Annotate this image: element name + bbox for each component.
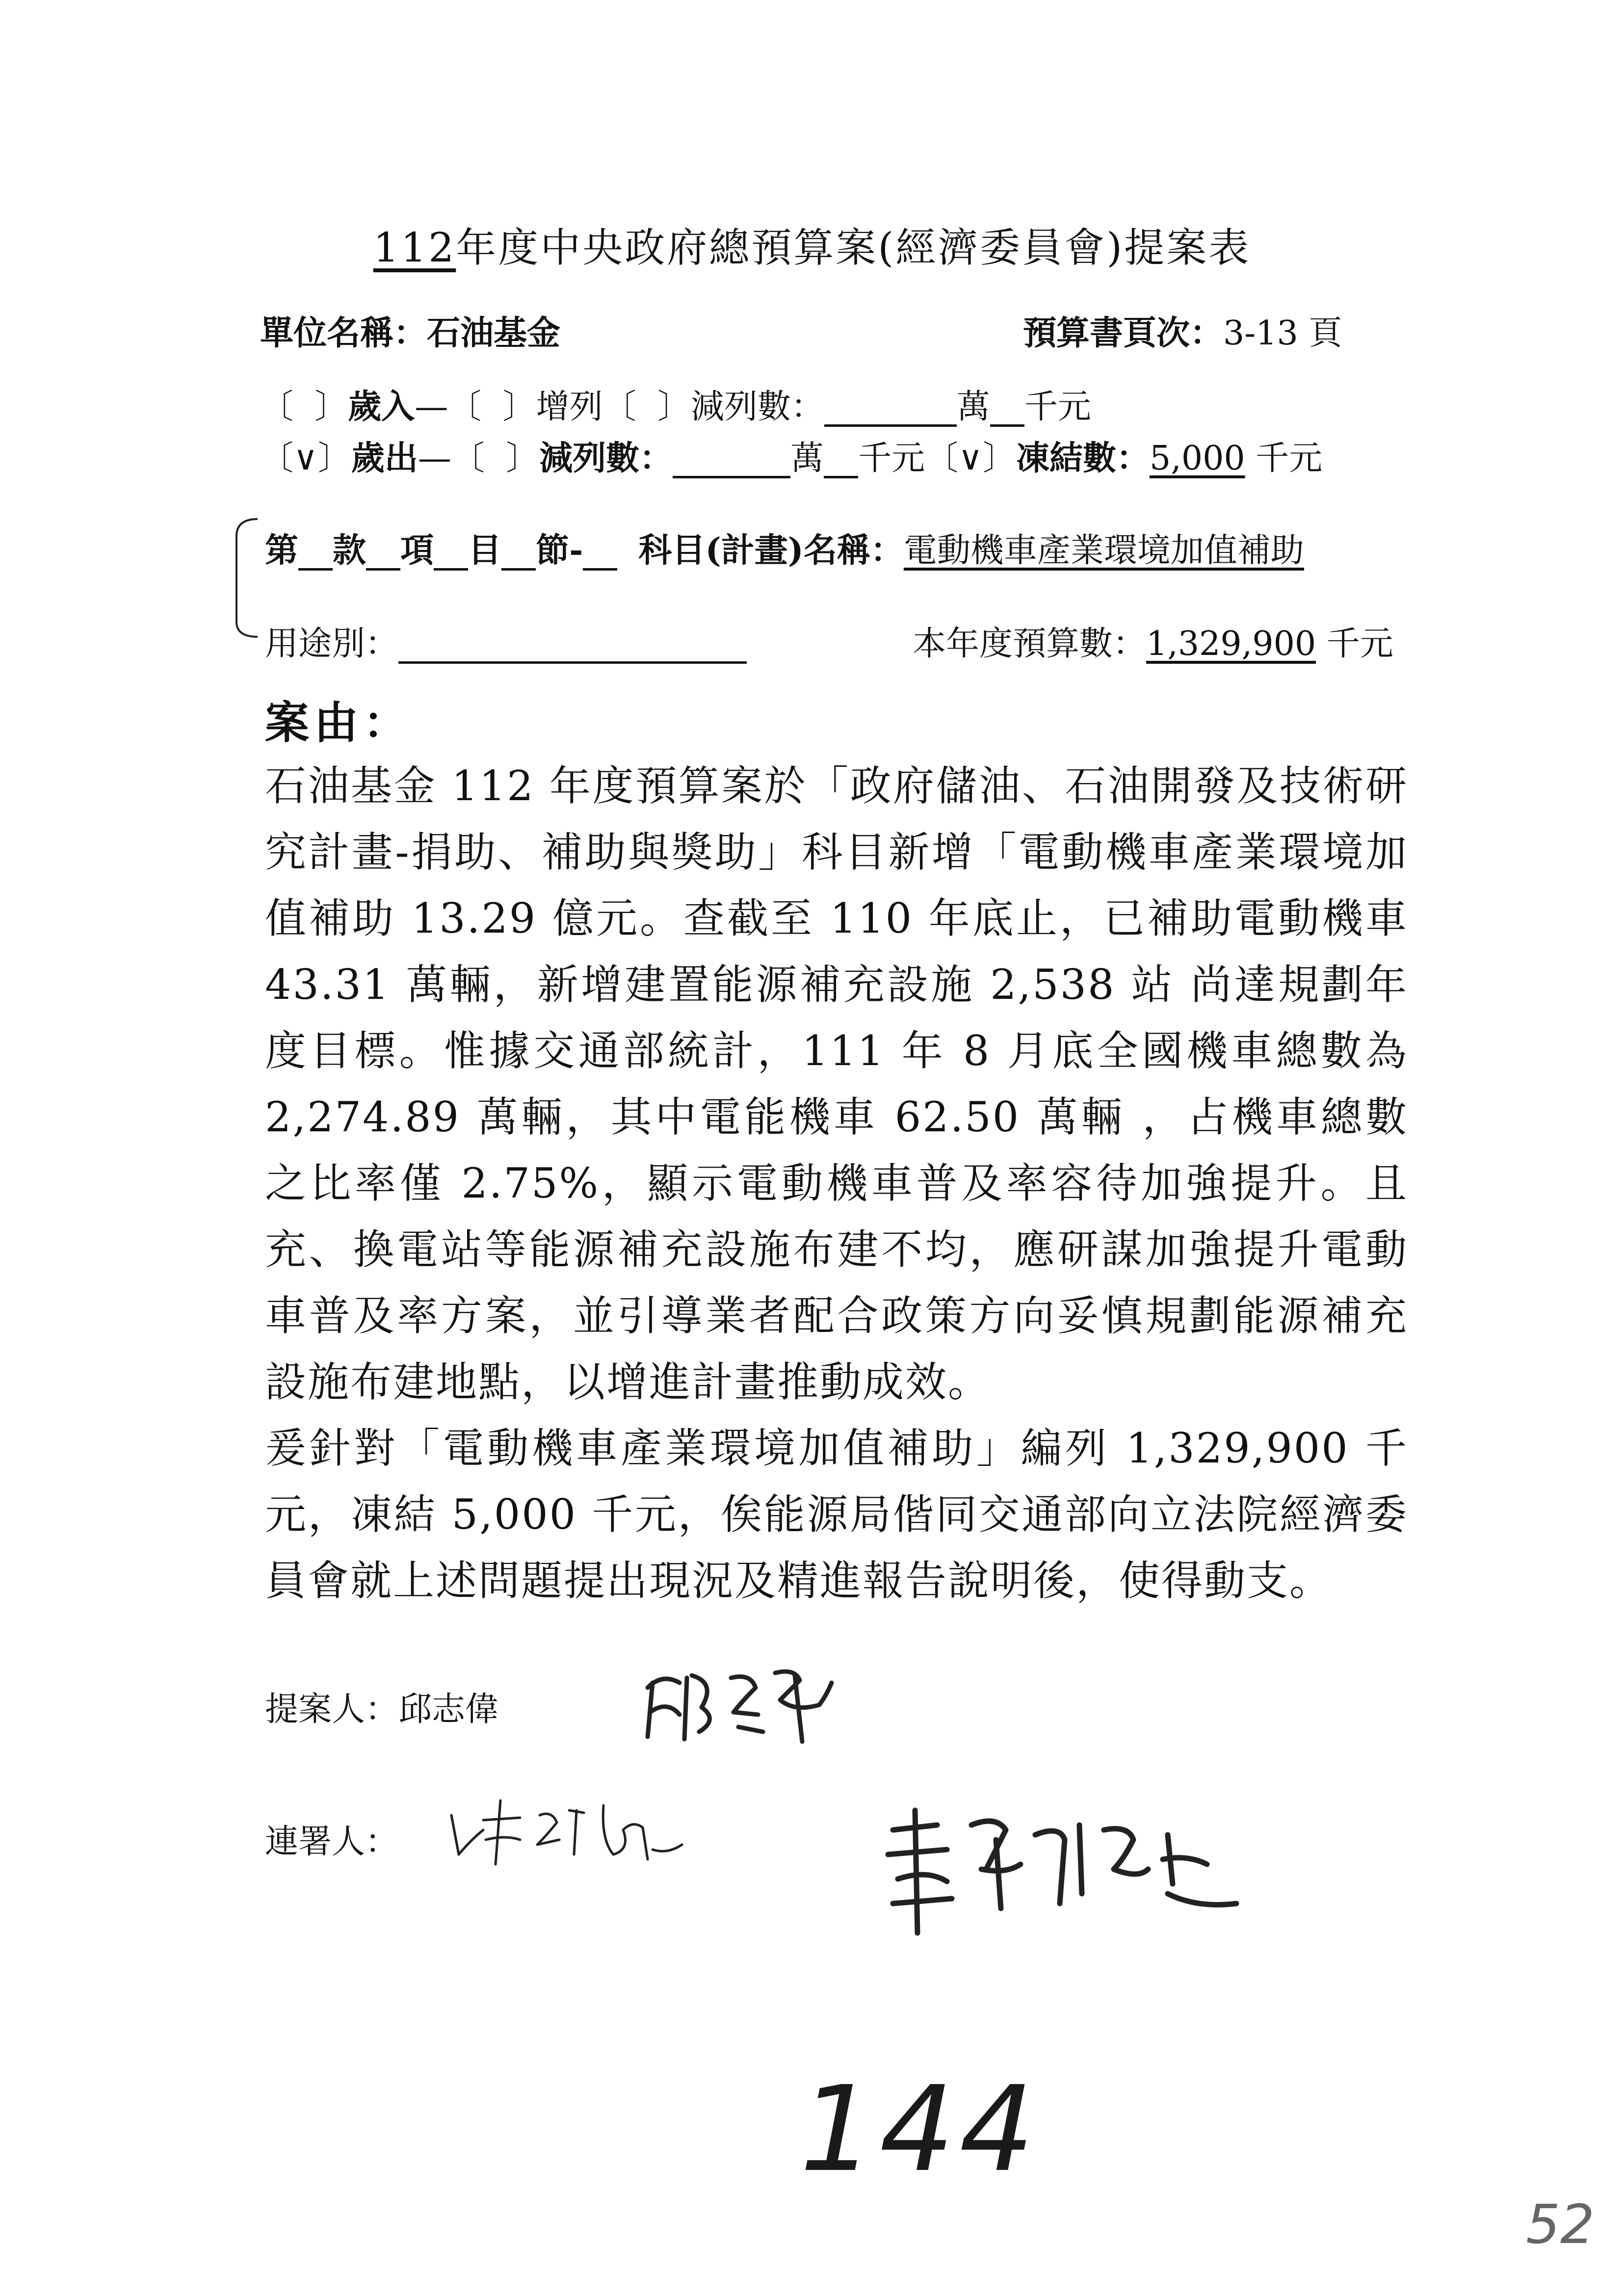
revenue-checkbox-close: 〕 [314, 388, 348, 426]
current-budget-line [913, 617, 1393, 665]
reduce-checkbox-close: 〕 [657, 388, 691, 426]
add-checkbox-close: 〕 [502, 388, 536, 426]
document-title [0, 216, 1624, 273]
check-mark-icon: ∨ [293, 439, 318, 478]
budget-page-value: 3-13 頁 [1223, 314, 1342, 353]
budget-page-label: 預算書頁次： [1023, 313, 1224, 353]
freeze-checkbox-close: 〕 [982, 439, 1016, 478]
classification-line [265, 524, 1304, 572]
handwritten-number: 144 [800, 2061, 1040, 2198]
expense-reduce-label: 減列數： [539, 439, 673, 478]
revenue-label: 歲入 [348, 387, 415, 426]
blank-field [824, 441, 858, 478]
unit-line [260, 307, 560, 354]
expense-label: 歲出 [351, 439, 418, 478]
revenue-dash: — [415, 388, 448, 426]
blank-field [434, 533, 468, 571]
current-budget-label: 本年度預算數： [913, 625, 1147, 663]
unit-thousand: 千元 [858, 439, 925, 478]
budget-page-line [1023, 307, 1342, 354]
unit-wan: 萬 [790, 439, 824, 478]
title-text: 年度中央政府總預算案(經濟委員會)提案表 [456, 225, 1251, 271]
cosigner-signature-1 [437, 1781, 702, 1879]
revenue-line [260, 380, 1091, 428]
unit-label: 單位名稱： [260, 313, 427, 353]
current-budget-value: 1,329,900 [1146, 625, 1316, 663]
expense-checkbox-close: 〕 [317, 439, 351, 478]
check-mark-icon: ∨ [958, 439, 983, 478]
freeze-checkbox-open: 〔 [925, 439, 959, 478]
cosigner-label: 連署人： [265, 1823, 399, 1861]
freeze-value: 5,000 [1149, 439, 1245, 478]
reduce-checkbox-open: 〔 [602, 388, 636, 426]
proposer-label: 提案人： [265, 1690, 399, 1729]
subject-label: 科目(計畫)名稱： [638, 531, 904, 570]
exp-reduce-checkbox-open: 〔 [451, 439, 485, 478]
xiang-label: 項 [400, 531, 434, 570]
reason-heading: 案由： [265, 697, 412, 749]
corner-number: 52 [1526, 2193, 1595, 2256]
blank-field [824, 390, 957, 427]
expense-line [260, 432, 1322, 479]
blank-field [583, 533, 617, 571]
mu-label: 目 [468, 531, 502, 570]
expense-checkbox-open: 〔 [260, 439, 294, 478]
blank-field [398, 626, 747, 664]
blank-field [298, 533, 333, 571]
unit-thousand: 千元 [1024, 388, 1091, 426]
freeze-label: 凍結數： [1016, 439, 1150, 478]
revenue-checkbox-open: 〔 [260, 388, 294, 426]
expense-dash: — [418, 439, 451, 478]
subject-value: 電動機車產業環境加值補助 [903, 531, 1304, 570]
title-year: 112 [373, 225, 456, 271]
cosigner-line [265, 1815, 398, 1863]
usage-line [265, 617, 747, 665]
blank-field [366, 533, 400, 571]
add-checkbox-open: 〔 [448, 388, 482, 426]
jie-label: 節- [536, 531, 583, 570]
exp-reduce-checkbox-close: 〕 [506, 439, 540, 478]
proposer-line [265, 1683, 498, 1730]
unit-wan: 萬 [956, 388, 990, 426]
blank-field [501, 533, 536, 571]
unit-value: 石油基金 [427, 313, 561, 353]
blank-field [673, 441, 790, 478]
proposer-signature [633, 1653, 864, 1751]
freeze-unit: 千元 [1256, 439, 1323, 478]
add-label: 增列 [536, 388, 603, 426]
blank-field [990, 390, 1024, 427]
proposer-name: 邱志偉 [398, 1690, 499, 1729]
reason-paragraph-1: 石油基金 112 年度預算案於「政府儲油、石油開發及技術研究計畫-捐助、補助與獎助」科目新增「電動機車產業環境加值補助 13.29 億元。查截至 110 年底止，已補助電動機車 43.31 萬輛，新增建置能源補充設施 2,538 站 尚達規劃年度目標。惟據交通部統計，111 年 8 月底全國機車總數為 2,274.89 萬輛，其中電能機車 62.50 萬輛 ，占機車總數之比率僅 2.75%，顯示電動機車普及率容待加強提升。且充、換電站等能源補充設施布建不均，應研謀加強提升電動車普及率方案，並引導業者配合政策方向妥慎規劃能源補充設施布建地點，以增進計畫推動成效。 [265, 762, 1408, 1406]
reduce-label: 減列數： [690, 388, 824, 426]
kuan-label: 款 [333, 531, 367, 570]
usage-label: 用途別： [265, 625, 399, 663]
cosigner-signature-2 [873, 1796, 1256, 1943]
current-budget-unit: 千元 [1326, 625, 1393, 663]
di-label: 第 [265, 531, 299, 570]
reason-paragraph-2: 爰針對「電動機車產業環境加值補助」編列 1,329,900 千元，凍結 5,000 千元，俟能源局偕同交通部向立法院經濟委員會就上述問題提出現況及精進報告說明後，使得動支。 [265, 1424, 1408, 1605]
brace-icon [231, 515, 260, 638]
